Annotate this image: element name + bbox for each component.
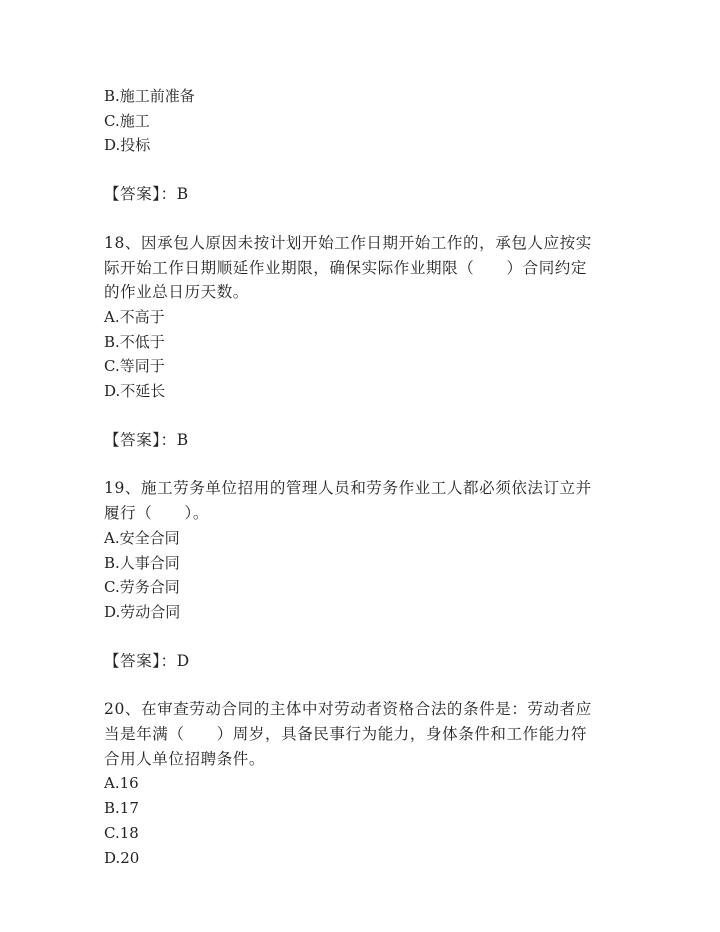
question-19-option-a: A.安全合同 — [104, 528, 180, 547]
question-19-line-1: 19、施工劳务单位招用的管理人员和劳务作业工人都必须依法订立并 — [104, 479, 592, 498]
question-20-line-3: 合用人单位招聘条件。 — [104, 749, 266, 768]
question-18-option-c: C.等同于 — [104, 357, 165, 376]
option-c: C.施工 — [104, 111, 150, 130]
question-20-line-1: 20、在审查劳动合同的主体中对劳动者资格合法的条件是：劳动者应 — [104, 700, 592, 719]
question-18-line-1: 18、因承包人原因未按计划开始工作日期开始工作的，承包人应按实 — [104, 233, 592, 252]
question-19-option-b: B.人事合同 — [104, 553, 180, 572]
document-page — [104, 84, 624, 870]
question-18-option-a: A.不高于 — [104, 307, 165, 326]
option-b: B.施工前准备 — [104, 87, 195, 105]
question-19-line-2: 履行（ ）。 — [104, 504, 209, 523]
option-d: D.投标 — [104, 136, 151, 155]
question-18-answer: 【答案】：B — [104, 430, 189, 449]
answer-label: 【答案】：B — [104, 185, 189, 204]
question-20-option-c: C.18 — [104, 823, 139, 842]
question-18-option-d: D.不延长 — [104, 382, 166, 401]
question-19-option-d: D.劳动合同 — [104, 602, 181, 621]
question-18-line-3: 的作业总日历天数。 — [104, 283, 249, 302]
question-18-line-2: 际开始工作日期顺延作业期限，确保实际作业期限（ ）合同约定 — [104, 258, 588, 277]
question-20-option-a: A.16 — [104, 774, 139, 793]
question-20-option-b: B.17 — [104, 799, 139, 818]
question-20-line-2: 当是年满（ ）周岁，具备民事行为能力，身体条件和工作能力符 — [104, 725, 588, 744]
question-19-option-c: C.劳务合同 — [104, 578, 180, 597]
question-19-answer: 【答案】：D — [104, 651, 190, 670]
question-18-option-b: B.不低于 — [104, 332, 165, 351]
question-20-option-d: D.20 — [104, 848, 140, 867]
